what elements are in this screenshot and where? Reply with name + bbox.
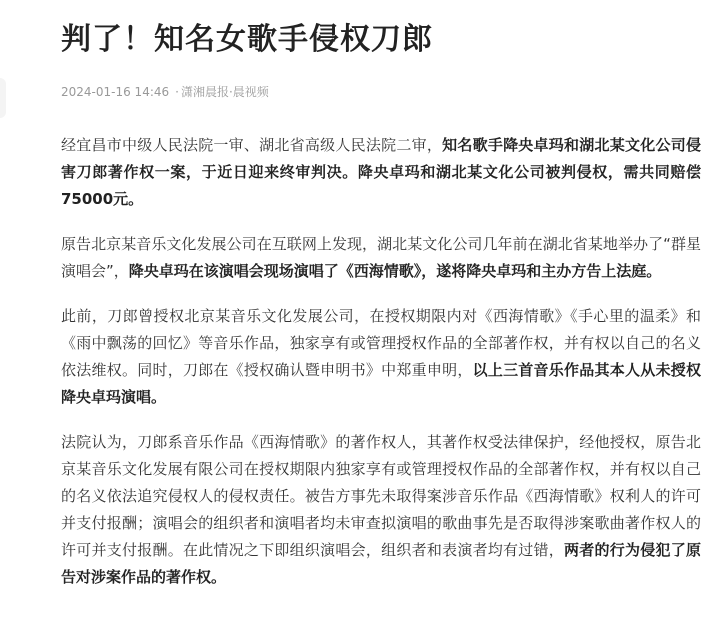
publish-datetime: 2024-01-16 14:46 — [61, 85, 170, 99]
paragraph — [61, 429, 701, 591]
paragraph-bold-text: 两者的行为侵犯了原告对涉案作品的著作权。 — [61, 541, 701, 586]
article-body — [61, 132, 701, 609]
paragraph — [61, 303, 701, 411]
meta-separator: · — [175, 85, 179, 99]
paragraph-bold-text: 以上三首音乐作品其本人从未授权降央卓玛演唱。 — [61, 361, 701, 406]
paragraph-text: 原告北京某音乐文化发展公司在互联网上发现，湖北某文化公司几年前在湖北省某地举办了“群星演唱会”， — [61, 235, 701, 280]
paragraph-bold-text: 知名歌手降央卓玛和湖北某文化公司侵害刀郎著作权一案，于近日迎来终审判决。降央卓玛和湖北某文化公司被判侵权，需共同赔偿75000元。 — [61, 136, 701, 208]
paragraph — [61, 231, 701, 285]
paragraph-text: 此前，刀郎曾授权北京某音乐文化发展公司，在授权期限内对《西海情歌》《手心里的温柔》和《雨中飘荡的回忆》等音乐作品，独家享有或管理授权作品的全部著作权，并有权以自己的名义依法维权。同时，刀郎在《授权确认暨申明书》中郑重申明， — [61, 307, 701, 379]
paragraph-text: 经宜昌市中级人民法院一审、湖北省高级人民法院二审， — [61, 136, 443, 154]
paragraph-bold-text: 降央卓玛在该演唱会现场演唱了《西海情歌》，遂将降央卓玛和主办方告上法庭。 — [128, 262, 662, 280]
paragraph — [61, 132, 701, 213]
paragraph-text: 法院认为，刀郎系音乐作品《西海情歌》的著作权人，其著作权受法律保护，经他授权，原告北京某音乐文化发展有限公司在授权期限内独家享有或管理授权作品的全部著作权，并有权以自己的名义依法追究侵权人的侵权责任。被告方事先未取得案涉音乐作品《西海情歌》权利人的许可并支付报酬；演唱会的组织者和演唱者均未审查拟演唱的歌曲事先是否取得涉案歌曲著作权人的许可并支付报酬。在此情况之下即组织演唱会，组织者和表演者均有过错， — [61, 433, 701, 559]
article-source[interactable]: 潇湘晨报·晨视频 — [180, 85, 269, 99]
page-edge-shadow — [0, 78, 6, 118]
article-meta — [61, 84, 269, 100]
article-title: 判了！知名女歌手侵权刀郎 — [61, 22, 433, 57]
